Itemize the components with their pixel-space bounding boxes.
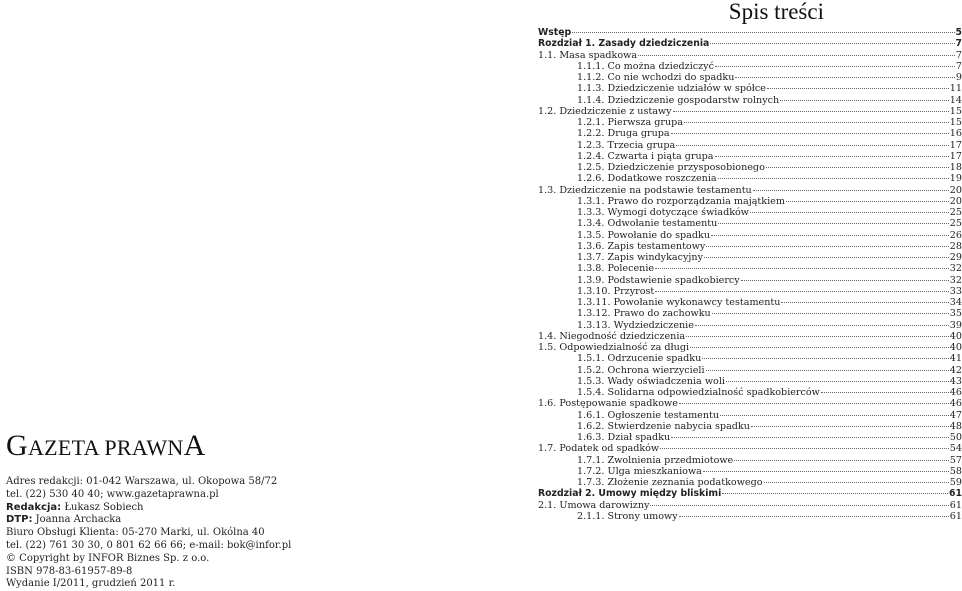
toc-entry-page: 32 <box>949 274 962 286</box>
toc-entry-label: 1.2.3. Trzecia grupa <box>577 139 676 151</box>
toc-entry-label: 1.3.7. Zapis windykacyjny <box>577 252 703 263</box>
toc-leader-dots <box>720 415 949 416</box>
toc-entry-label: 1.3. Dziedziczenie na podstawie testamentu <box>538 184 752 196</box>
toc-leader-dots <box>655 291 949 292</box>
toc-entry[interactable] <box>538 342 962 353</box>
toc-entry-page: 15 <box>949 105 962 117</box>
toc-entry-page: 14 <box>949 94 962 106</box>
table-of-contents <box>538 27 962 522</box>
toc-entry[interactable] <box>538 241 962 252</box>
toc-leader-dots <box>704 257 949 258</box>
imprint-line <box>6 502 486 515</box>
toc-leader-dots <box>726 381 949 382</box>
toc-entry[interactable] <box>538 72 962 83</box>
toc-entry-label: 1.6.1. Ogłoszenie testamentu <box>577 409 720 421</box>
toc-entry-page: 34 <box>949 297 962 308</box>
toc-leader-dots <box>767 88 949 89</box>
toc-entry[interactable] <box>538 173 962 184</box>
toc-entry[interactable] <box>538 421 962 432</box>
toc-entry-page: 9 <box>955 72 962 83</box>
toc-entry-label: 1.5.2. Ochrona wierzycieli <box>577 364 705 376</box>
toc-entry-label: 1.3.9. Podstawienie spadkobiercy <box>577 274 740 286</box>
toc-leader-dots <box>671 133 949 134</box>
toc-entry-page: 40 <box>949 330 962 342</box>
toc-entry-label: 1.3.6. Zapis testamentowy <box>577 240 706 252</box>
toc-entry-label: 1.6. Postępowanie spadkowe <box>538 398 678 410</box>
toc-entry-page: 25 <box>949 207 962 218</box>
toc-entry-label: 1.3.8. Polecenie <box>577 263 655 275</box>
toc-entry[interactable] <box>538 128 962 139</box>
toc-leader-dots <box>715 156 949 157</box>
toc-leader-dots <box>751 426 949 427</box>
toc-entry[interactable] <box>538 488 962 499</box>
toc-entry[interactable] <box>538 477 962 488</box>
toc-leader-dots <box>706 370 949 371</box>
toc-entry-label: Wstęp <box>538 27 572 38</box>
imprint-value: Joanna Archacka <box>32 514 122 526</box>
toc-entry-label: 1.3.4. Odwołanie testamentu <box>577 218 718 230</box>
toc-entry-label: Rozdział 1. Zasady dziedziczenia <box>538 38 710 50</box>
toc-entry-page: 61 <box>949 499 962 511</box>
toc-leader-dots <box>676 145 949 146</box>
toc-entry[interactable] <box>538 320 962 331</box>
toc-entry[interactable] <box>538 106 962 117</box>
toc-leader-dots <box>655 268 949 269</box>
toc-entry[interactable] <box>538 61 962 72</box>
imprint-line: ISBN 978-83-61957-89-8 <box>6 565 133 577</box>
toc-entry-label: 1.1.3. Dziedziczenie udziałów w spółce <box>577 83 766 95</box>
toc-entry-page: 32 <box>949 263 962 275</box>
toc-entry-page: 33 <box>949 285 962 297</box>
toc-entry[interactable] <box>538 263 962 274</box>
toc-entry[interactable] <box>538 140 962 151</box>
toc-entry-page: 42 <box>949 364 962 376</box>
toc-entry-label: 2.1. Umowa darowizny <box>538 499 650 511</box>
toc-entry-page: 35 <box>949 308 962 320</box>
toc-entry-label: 1.5. Odpowiedzialność za długi <box>538 342 690 353</box>
toc-entry-label: 1.2. Dziedziczenie z ustawy <box>538 105 672 117</box>
toc-entry[interactable] <box>538 207 962 218</box>
toc-entry[interactable] <box>538 398 962 409</box>
toc-entry-page: 54 <box>949 443 962 455</box>
toc-entry[interactable] <box>538 432 962 443</box>
toc-entry[interactable] <box>538 185 962 196</box>
toc-entry-page: 7 <box>955 49 962 61</box>
toc-entry[interactable] <box>538 365 962 376</box>
toc-entry-label: 1.3.5. Powołanie do spadku <box>577 229 711 241</box>
imprint-lines <box>6 476 486 591</box>
toc-leader-dots <box>781 302 948 303</box>
toc-leader-dots <box>671 437 949 438</box>
toc-leader-dots <box>695 325 949 326</box>
toc-entry[interactable] <box>538 117 962 128</box>
toc-entry[interactable] <box>538 196 962 207</box>
toc-leader-dots <box>706 246 948 247</box>
toc-entry-page: 59 <box>949 477 962 488</box>
toc-entry[interactable] <box>538 218 962 229</box>
toc-leader-dots <box>741 280 949 281</box>
toc-entry[interactable] <box>538 500 962 511</box>
imprint-line: Biuro Obsługi Klienta: 05-270 Marki, ul. Okólna 40 <box>6 527 265 539</box>
toc-leader-dots <box>572 32 954 33</box>
toc-leader-dots <box>711 235 949 236</box>
toc-entry[interactable] <box>538 387 962 398</box>
toc-entry-label: 1.5.4. Solidarna odpowiedzialność spadkobierców <box>577 387 820 398</box>
imprint-value: Łukasz Sobiech <box>61 501 144 513</box>
toc-entry-page: 47 <box>949 409 962 421</box>
toc-entry-page: 20 <box>949 184 962 196</box>
toc-entry-page: 7 <box>955 38 962 50</box>
toc-entry[interactable] <box>538 443 962 454</box>
toc-entry-page: 20 <box>949 195 962 207</box>
toc-leader-dots <box>703 471 949 472</box>
toc-entry[interactable] <box>538 50 962 61</box>
toc-entry[interactable] <box>538 275 962 286</box>
toc-leader-dots <box>718 178 949 179</box>
toc-entry[interactable] <box>538 297 962 308</box>
toc-leader-dots <box>690 347 949 348</box>
toc-entry[interactable] <box>538 83 962 94</box>
toc-entry-label: 1.2.6. Dodatkowe roszczenia <box>577 173 717 185</box>
toc-entry[interactable] <box>538 230 962 241</box>
toc-entry-page: 61 <box>949 510 962 522</box>
toc-entry-page: 5 <box>955 27 962 38</box>
toc-entry-page: 61 <box>949 488 962 500</box>
toc-entry-page: 16 <box>949 128 962 140</box>
toc-entry-page: 18 <box>949 162 962 173</box>
toc-entry-label: 1.6.2. Stwierdzenie nabycia spadku <box>577 420 750 432</box>
toc-entry-label: Rozdział 2. Umowy między bliskimi <box>538 488 722 500</box>
toc-leader-dots <box>753 190 949 191</box>
toc-leader-dots <box>764 482 949 483</box>
toc-leader-dots <box>715 66 955 67</box>
imprint-label: Redakcja: <box>6 501 62 513</box>
imprint-line: Wydanie I/2011, grudzień 2011 r. <box>6 578 176 590</box>
imprint-line: © Copyright by INFOR Biznes Sp. z o.o. <box>6 552 210 564</box>
toc-entry-page: 17 <box>949 139 962 151</box>
toc-leader-dots <box>684 122 949 123</box>
toc-entry[interactable] <box>538 410 962 421</box>
imprint-line: tel. (22) 761 30 30, 0 801 62 66 66; e-mail: bok@infor.pl <box>6 539 292 551</box>
toc-title: Spis treści <box>728 0 824 24</box>
toc-entry[interactable] <box>538 162 962 173</box>
toc-entry-page: 15 <box>949 117 962 128</box>
toc-entry-page: 29 <box>949 252 962 263</box>
toc-entry[interactable] <box>538 308 962 319</box>
imprint <box>6 428 486 591</box>
toc-leader-dots <box>712 313 949 314</box>
imprint-label: DTP: <box>6 514 33 526</box>
toc-entry-label: 1.7.1. Zwolnienia przedmiotowe <box>577 454 734 466</box>
toc-entry-label: 1.1. Masa spadkowa <box>538 49 638 61</box>
toc-entry-label: 1.2.1. Pierwsza grupa <box>577 117 684 128</box>
toc-entry-page: 28 <box>949 240 962 252</box>
toc-leader-dots <box>780 100 949 101</box>
toc-entry-label: 1.3.12. Prawo do zachowku <box>577 308 711 320</box>
toc-entry-label: 1.5.1. Odrzucenie spadku <box>577 353 702 365</box>
toc-leader-dots <box>722 493 948 494</box>
toc-entry-label: 1.1.4. Dziedziczenie gospodarstw rolnych <box>577 94 780 106</box>
toc-leader-dots <box>702 358 949 359</box>
toc-leader-dots <box>750 212 949 213</box>
toc-leader-dots <box>735 77 955 78</box>
toc-leader-dots <box>650 505 948 506</box>
publisher-logo: GAZETA PRAWNA <box>6 429 206 462</box>
toc-entry-label: 1.3.13. Wydziedziczenie <box>577 319 694 331</box>
toc-leader-dots <box>821 392 949 393</box>
toc-entry-page: 50 <box>949 432 962 443</box>
toc-entry[interactable] <box>538 252 962 263</box>
toc-entry[interactable] <box>538 511 962 522</box>
toc-leader-dots <box>638 55 955 56</box>
toc-leader-dots <box>718 223 948 224</box>
toc-entry[interactable] <box>538 376 962 387</box>
toc-leader-dots <box>734 460 949 461</box>
toc-entry[interactable] <box>538 286 962 297</box>
toc-entry-label: 1.3.1. Prawo do rozporządzania majątkiem <box>577 195 785 207</box>
toc-leader-dots <box>660 448 949 449</box>
toc-entry-label: 1.2.5. Dziedziczenie przysposobionego <box>577 162 765 173</box>
toc-entry-label: 1.4. Niegodność dziedziczenia <box>538 330 686 342</box>
toc-entry-page: 7 <box>955 60 962 72</box>
toc-entry[interactable] <box>538 455 962 466</box>
toc-entry-page: 48 <box>949 420 962 432</box>
toc-entry-page: 58 <box>949 465 962 477</box>
imprint-line <box>6 514 486 527</box>
toc-leader-dots <box>679 516 949 517</box>
toc-leader-dots <box>673 111 949 112</box>
toc-entry-page: 19 <box>949 173 962 185</box>
toc-entry-page: 46 <box>949 398 962 410</box>
toc-entry-page: 41 <box>949 353 962 365</box>
toc-entry-page: 57 <box>949 454 962 466</box>
toc-entry[interactable] <box>538 95 962 106</box>
toc-entry-label: 1.2.4. Czwarta i piąta grupa <box>577 150 714 162</box>
toc-entry-label: 1.3.11. Powołanie wykonawcy testamentu <box>577 297 781 308</box>
toc-leader-dots <box>710 43 954 44</box>
toc-entry-label: 1.1.1. Co można dziedziczyć <box>577 60 714 72</box>
toc-entry-label: 1.3.3. Wymogi dotyczące świadków <box>577 207 750 218</box>
toc-leader-dots <box>786 201 949 202</box>
toc-entry-label: 1.1.2. Co nie wchodzi do spadku <box>577 72 735 83</box>
toc-entry-page: 11 <box>949 83 962 95</box>
toc-entry-page: 43 <box>949 375 962 387</box>
toc-entry[interactable] <box>538 466 962 477</box>
toc-entry-label: 1.2.2. Druga grupa <box>577 128 670 140</box>
toc-entry[interactable] <box>538 331 962 342</box>
toc-leader-dots <box>679 403 949 404</box>
toc-leader-dots <box>766 167 949 168</box>
toc-entry-label: 1.3.10. Przyrost <box>577 285 655 297</box>
toc-entry-label: 1.7. Podatek od spadków <box>538 443 660 455</box>
toc-entry-page: 26 <box>949 229 962 241</box>
toc-entry-page: 40 <box>949 342 962 353</box>
toc-entry[interactable] <box>538 151 962 162</box>
toc-entry-page: 46 <box>949 387 962 398</box>
toc-entry-label: 2.1.1. Strony umowy <box>577 510 678 522</box>
toc-entry-page: 25 <box>949 218 962 230</box>
toc-entry-label: 1.5.3. Wady oświadczenia woli <box>577 375 725 387</box>
imprint-line: tel. (22) 530 40 40; www.gazetaprawna.pl <box>6 488 219 500</box>
toc-entry-label: 1.6.3. Dział spadku <box>577 432 671 443</box>
toc-entry[interactable] <box>538 27 962 38</box>
toc-entry[interactable] <box>538 38 962 49</box>
toc-entry-label: 1.7.2. Ulga mieszkaniowa <box>577 465 702 477</box>
toc-leader-dots <box>686 336 949 337</box>
toc-entry-page: 17 <box>949 150 962 162</box>
toc-entry-page: 39 <box>949 319 962 331</box>
toc-entry[interactable] <box>538 353 962 364</box>
imprint-line: Adres redakcji: 01-042 Warszawa, ul. Okopowa 58/72 <box>6 476 278 487</box>
toc-entry-label: 1.7.3. Złożenie zeznania podatkowego <box>577 477 763 488</box>
